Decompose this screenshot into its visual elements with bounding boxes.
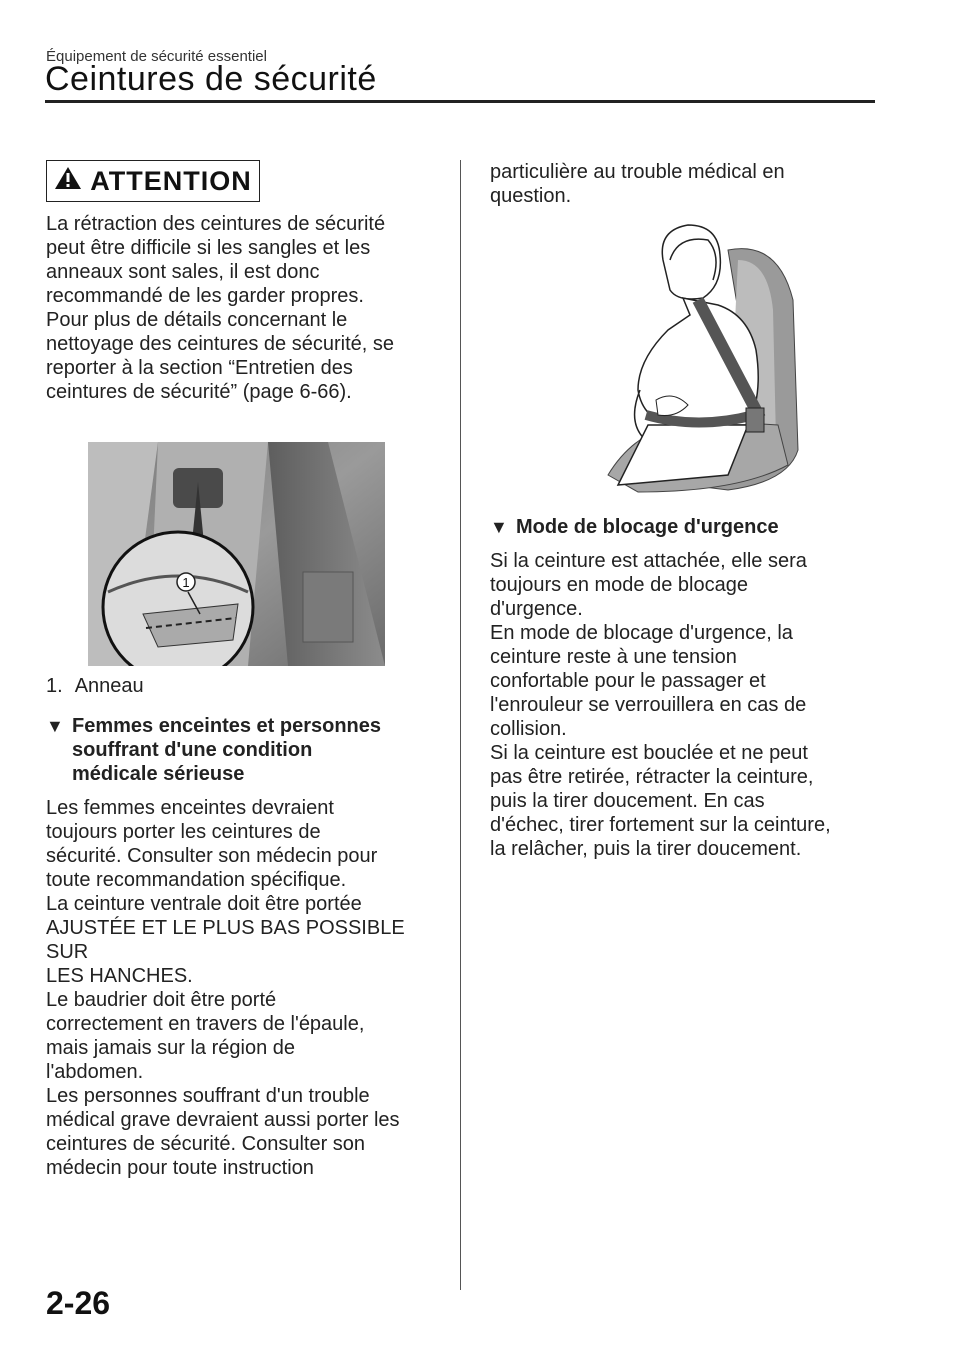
column-divider — [460, 160, 461, 1290]
attention-label: ATTENTION — [90, 166, 252, 196]
page-title: Ceintures de sécurité — [45, 60, 377, 98]
section-heading-text: Mode de blocage d'urgence — [516, 516, 779, 538]
section-body: Si la ceinture est attachée, elle sera toujours en mode de blocage d'urgence. En mode de blocage d'urgence, la ceinture reste à une tension confortable pour le passager et l'enrouleur se verrouillera en cas de collision. Si la ceinture est bouclée et ne peut pas être retirée, rétracter la ceinture, puis la tirer doucement. En cas d'échec, tirer fortement sur la ceinture, la relâcher, puis la tirer doucement. — [490, 550, 831, 860]
pregnant-woman-seatbelt-figure — [578, 220, 808, 495]
caption-number: 1. — [46, 675, 63, 697]
header-rule — [45, 100, 875, 103]
figure-caption — [46, 674, 441, 698]
section-body: Les femmes enceintes devraient toujours porter les ceintures de sécurité. Consulter son médecin pour toute recommandation spécifique. La ceinture ventrale doit être portée AJUSTÉE ET LE PLUS BAS POSSIBLE SUR LES HANCHES. Le baudrier doit être porté correctement en travers de l'épaule, mais jamais sur la région de l'abdomen. Les personnes souffrant d'un trouble médical grave devraient aussi porter les ceintures de sécurité. Consulter son médecin pour toute instruction — [46, 797, 405, 1179]
breadcrumb: Équipement de sécurité essentiel — [46, 48, 267, 65]
triangle-marker-icon: ▼ — [490, 517, 508, 537]
page-number: 2-26 — [46, 1285, 111, 1321]
continuation-text: particulière au trouble médical en question. — [490, 161, 785, 207]
belt-ring-figure — [88, 442, 385, 666]
section-heading-emergency — [490, 515, 885, 539]
attention-box — [46, 160, 260, 202]
right-column — [490, 160, 885, 861]
figure-callout: 1 — [182, 575, 190, 590]
section-heading — [46, 714, 441, 786]
attention-text: La rétraction des ceintures de sécurité peut être difficile si les sangles et les anneaux sont sales, il est donc recommandé de les garder propres. Pour plus de détails concernant le nettoyage des ceintures de sécurité, se reporter à la section “Entretien des ceintures de sécurité” (page 6-66). — [46, 213, 394, 403]
triangle-marker-icon: ▼ — [46, 716, 64, 736]
left-column — [46, 160, 441, 1180]
warning-triangle-icon — [54, 166, 82, 196]
caption-text: Anneau — [74, 675, 144, 697]
section-heading-text: Femmes enceintes et personnes souffrant d'une condition médicale sérieuse — [72, 715, 382, 785]
